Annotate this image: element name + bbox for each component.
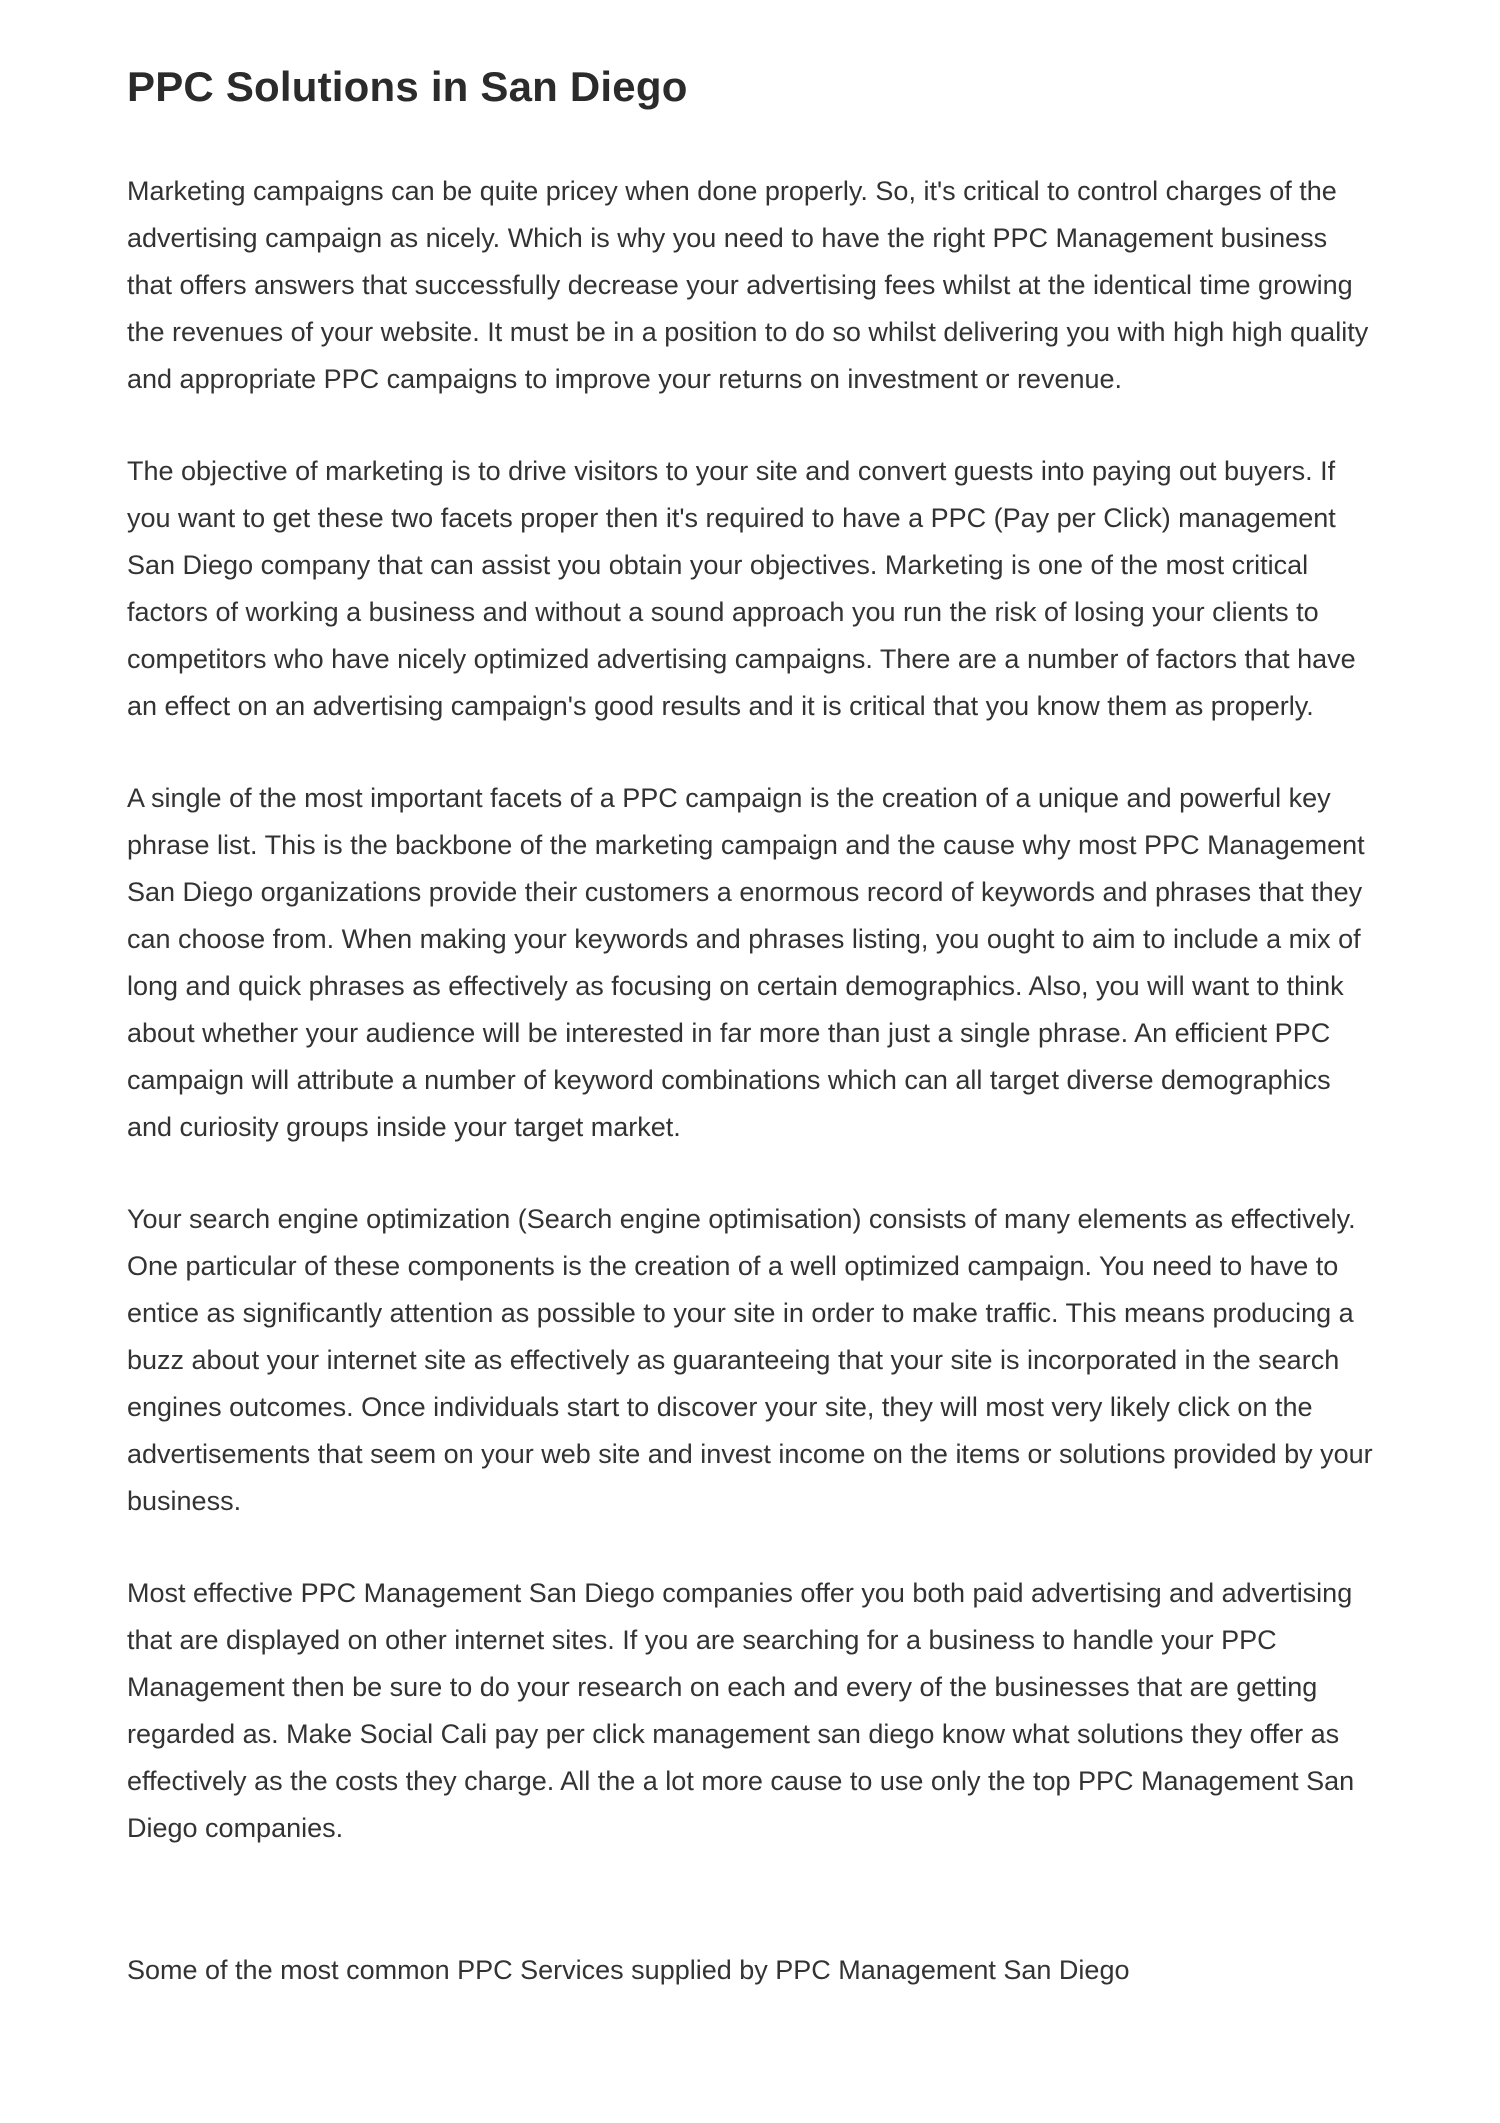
paragraph-2: The objective of marketing is to drive visitors to your site and convert guests into paying out buyers. If you want to get these two facets proper then it's required to have a PPC (Pay per Click) management San Diego company that can assist you obtain your objectives. Marketing is one of the most critical factors of working a business and without a sound approach you run the risk of losing your clients to competitors who have nicely optimized advertising campaigns. There are a number of factors that have an effect on an advertising campaign's good results and it is critical that you know them as properly. bbox=[127, 456, 1356, 722]
paragraph-3: A single of the most important facets of a PPC campaign is the creation of a unique and powerful key phrase list. This is the backbone of the marketing campaign and the cause why most PPC Management San Diego organizations provide their customers a enormous record of keywords and phrases that they can choose from. When making your keywords and phrases listing, you ought to aim to include a mix of long and quick phrases as effectively as focusing on certain demographics. Also, you will want to think about whether your audience will be interested in far more than just a single phrase. An efficient PPC campaign will attribute a number of keyword combinations which can all target diverse demographics and curiosity groups inside your target market. bbox=[127, 783, 1365, 1143]
paragraph-4: Your search engine optimization (Search engine optimisation) consists of many elements as effectively. One particular of these components is the creation of a well optimized campaign. You need to have to entice as significantly attention as possible to your site in order to make traffic. This means producing a buzz about your internet site as effectively as guaranteeing that your site is incorporated in the search engines outcomes. Once individuals start to discover your site, they will most very likely click on the advertisements that seem on your web site and invest income on the items or solutions provided by your business. bbox=[127, 1204, 1373, 1517]
document-content bbox=[127, 62, 1379, 1994]
paragraph-1: Marketing campaigns can be quite pricey when done properly. So, it's critical to control charges of the advertising campaign as nicely. Which is why you need to have the right PPC Management business that offers answers that successfully decrease your advertising fees whilst at the identical time growing the revenues of your website. It must be in a position to do so whilst delivering you with high high quality and appropriate PPC campaigns to improve your returns on investment or revenue. bbox=[127, 176, 1369, 395]
page-title: PPC Solutions in San Diego bbox=[127, 63, 688, 110]
paragraph-5: Most effective PPC Management San Diego companies offer you both paid advertising and advertising that are displayed on other internet sites. If you are searching for a business to handle your PPC Management then be sure to do your research on each and every of the businesses that are getting regarded as. Make Social Cali pay per click management san diego know what solutions they offer as effectively as the costs they charge. All the a lot more cause to use only the top PPC Management San Diego companies. bbox=[127, 1578, 1355, 1844]
closing-line: Some of the most common PPC Services supplied by PPC Management San Diego bbox=[127, 1955, 1130, 1986]
